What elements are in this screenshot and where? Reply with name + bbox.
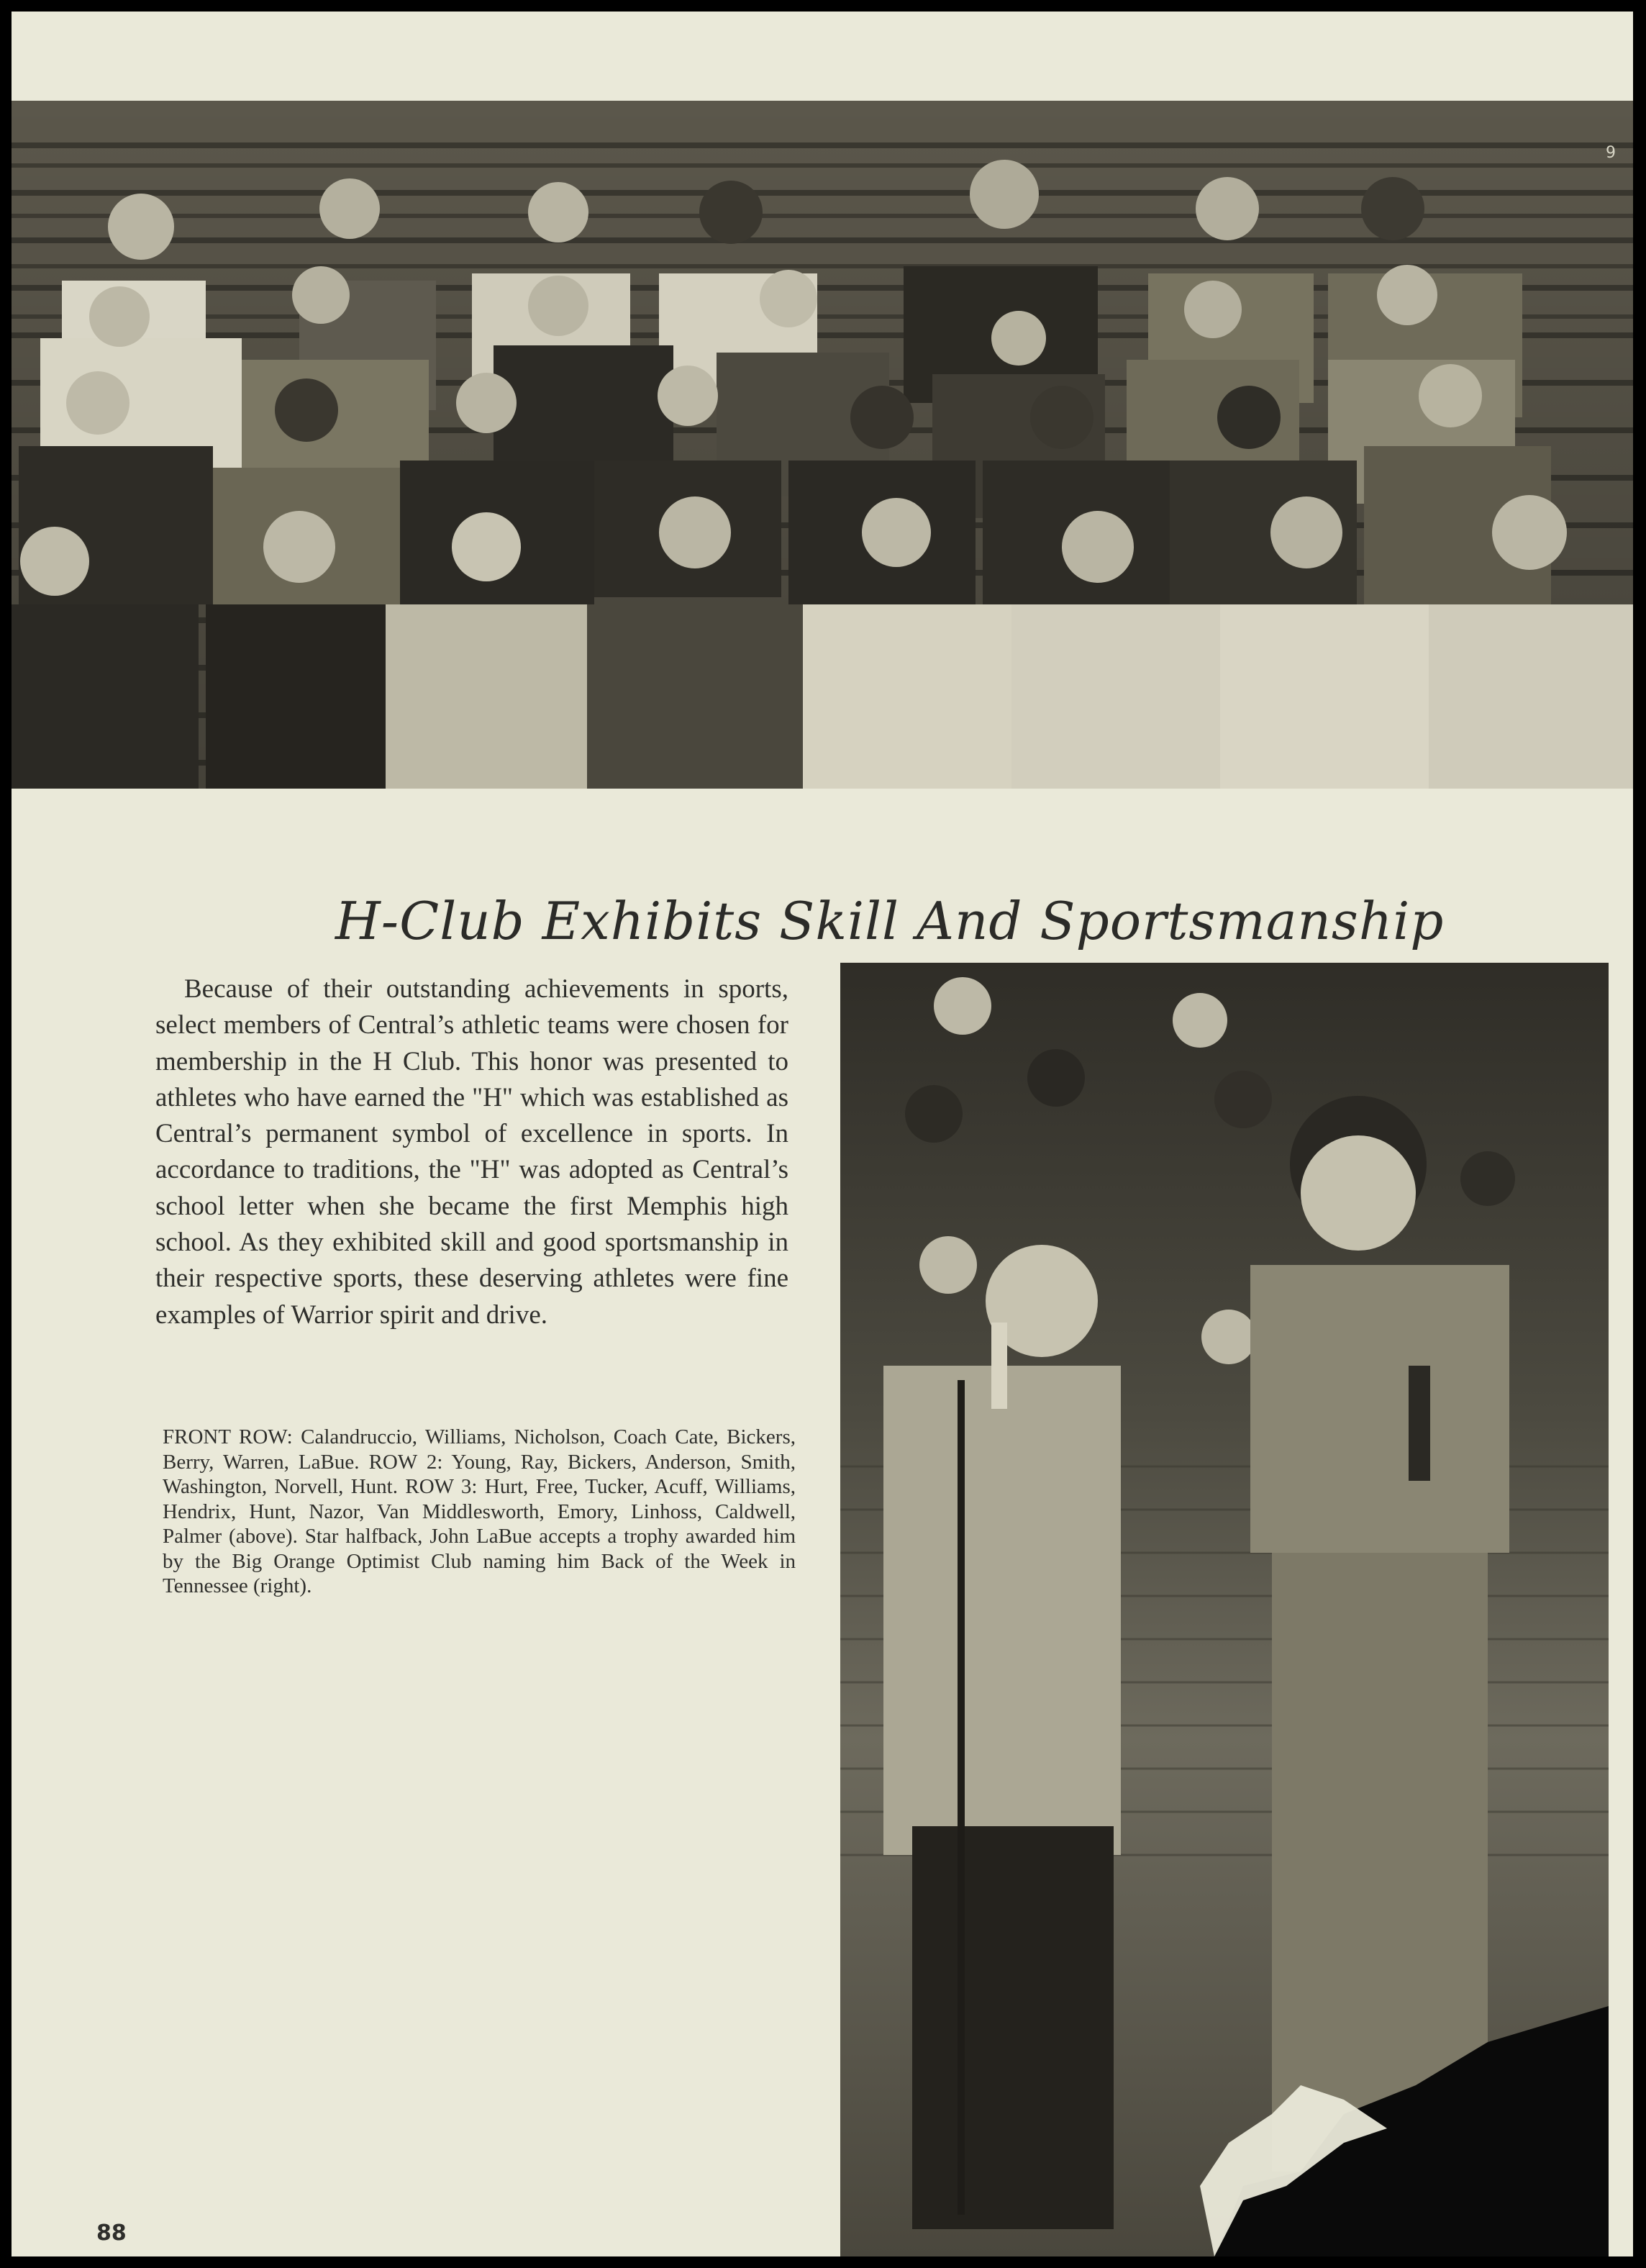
corner-mark: 9 <box>1606 144 1616 162</box>
group-photo-figures <box>12 101 1633 789</box>
paper-sheet <box>12 12 1633 2256</box>
article-headline: H-Club Exhibits Skill And Sportsmanship <box>335 891 1445 951</box>
group-photo <box>12 101 1633 789</box>
page-number: 88 <box>96 2221 127 2246</box>
article-body: Because of their outstanding achievements in sports, select members of Central’s athletic teams were chosen for membership in the H Club. This honor was presented to athletes who have earned the "H" which was established as Central’s permanent symbol of excellence in sports. In accordance to traditions, the "H" was adopted as Central’s school letter when she became the first Memphis high school. As they exhibited skill and good sportsmanship in their respective sports, these deserving athletes were fine examples of Warrior spirit and drive. <box>155 974 788 1330</box>
athlete <box>1250 1096 1509 2172</box>
award-photo <box>840 963 1609 2256</box>
photo-caption: FRONT ROW: Calandruccio, Williams, Nicholson, Coach Cate, Bickers, Berry, Warren, LaBue. ROW 2: Young, Ray, Bickers, Anderson, Smith, Washington, Norvell, Hunt. ROW 3: Hurt, Free, Tucker, Acuff, Williams, Hendrix, Hunt, Nazor, Van Middlesworth, Emory, Linhoss, Caldwell, Palmer (above). Star halfback, John LaBue accepts a trophy awarded him by the Big Orange Optimist Club naming him Back of the Week in Tennessee (right). <box>163 1425 796 1597</box>
award-photo-scene <box>840 963 1609 2256</box>
speaker <box>883 1245 1121 2229</box>
